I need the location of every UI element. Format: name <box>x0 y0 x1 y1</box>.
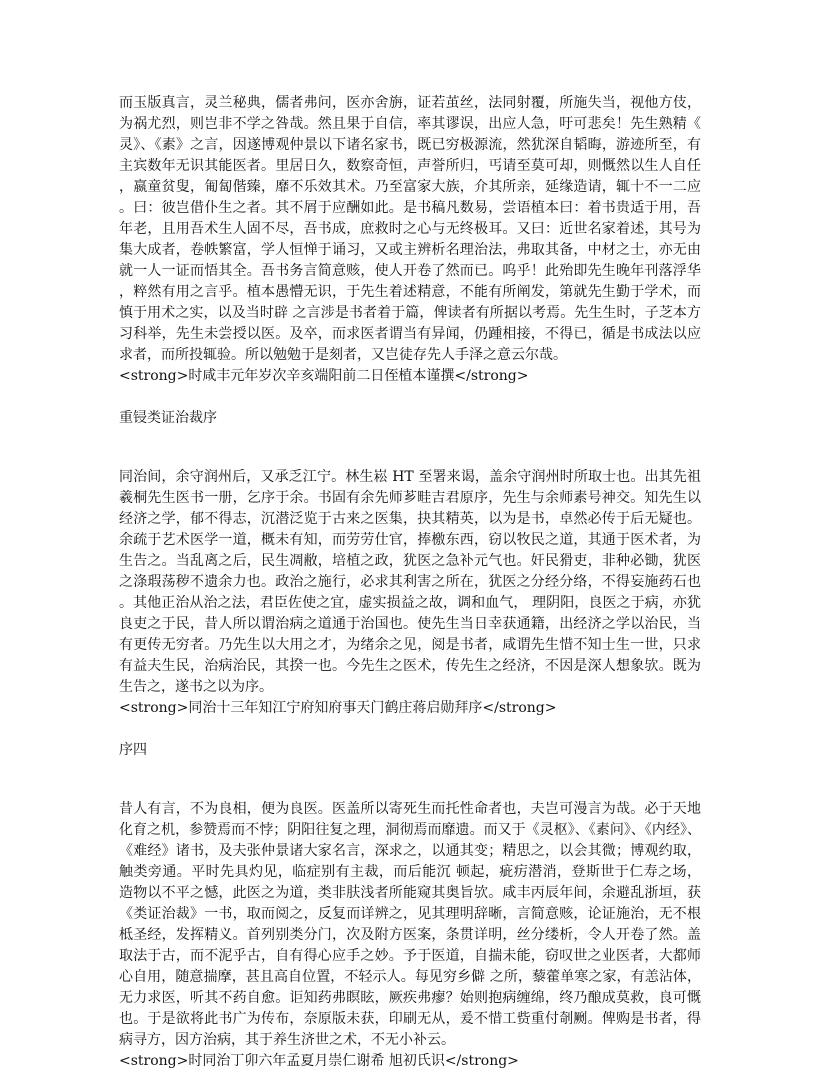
spacer <box>119 387 701 408</box>
preface-three-body: 而玉版真言，灵兰秘典，儒者弗问，医亦舍旃，证若茧丝，法同射覆，所施失当，视他方伎，为祸尤烈，则岂非不学之咎哉。然且果于自信，率其谬误，出应人急，吁可悲矣！先生熟精《灵》、《素》之言，因遂博观仲景以下诸名家书，既已穷极源流，然犹深自韬晦，游迹所至，有主宾数年无识其能医者。里居日久，数察奇恒，声誉所归，丐请至莫可却，则慨然以生人自任，嬴童贫叟，匍匐偕臻，靡不乐效其术。乃至富家大族，介其所亲，延缘造请，辄十不一二应。曰：彼岂借仆生之者。其不屑于应酬如此。是书稿凡数易，尝语植本曰：着书贵适于用，吾年老，且用吾术生人固不尽，吾书成，庶救时之心与无终极耳。又曰：近世名家着述，其号为集大成者，卷帙繁富，学人恒惮于诵习，又或主辨析名理治法，弗取其备，中材之士，亦无由就一人一证而悟其全。吾书务言简意赅，使人开卷了然而已。呜乎！此殆即先生晚年刊落浮华，粹然有用之言乎。植本愚懵无识，于先生着述精意，不能有所阐发，第就先生勤于学术，而慎于用术之实，以及当时辟 之言涉是书者着于篇，俾读者有所据以考焉。先生生时，子芝本方习科举，先生未尝授以医。及卒，而求医者谓当有异闻，仍踵相接，不得已，循是书成法以应求者，而所投辄验。所以勉勉于是刻者，又岂徒存先人手泽之意云尔哉。 <box>119 95 701 363</box>
reprint-preface-body: 同治间，余守润州后，又承乏江宁。林生崧 HT 至署来谒，盖余守润州时所取士也。出其先祖羲桐先生医书一册，乞序于余。书固有余先师芗畦吉君原序，先生与余师素号神交。知先生以经济之学，郁不得志，沉潜泛览于古来之医集，抉其精英，以为是书，卓然必传于后无疑也。余疏于艺术医学一道，概未有知，而劳劳仕官，捧檄东西，窃以牧民之道，其通于医术者，为生告之。当乱离之后，民生凋敝，培植之政，犹医之急补元气也。奸民猾吏，非种必锄，犹医之涤瑕荡秽不遗余力也。政治之施行，必求其利害之所在，犹医之分经分络，不得妄施药石也。其他正治从治之法，君臣佐使之宜，虚实损益之故，调和血气， 理阴阳，良医之于病，亦犹良吏之于民，昔人所以谓治病之道通于治国也。使先生当日幸获通籍，出经济之学以治民，当有更传无穷者。乃先生以大用之才，为绪余之见，阅是书者，咸谓先生惜不知士生一世，只求有益夫生民，治病治民，其揆一也。今先生之医术，传先生之经济，不因是深人想象欤。既为生告之，遂书之以为序。 <box>119 469 701 695</box>
preface-three-signature: <strong>时咸丰元年岁次辛亥端阳前二日侄植本谨撰</strong> <box>119 368 529 384</box>
spacer <box>119 429 701 467</box>
section-heading-preface-four: 序四 <box>119 742 147 758</box>
preface-four-body: 昔人有言，不为良相，便为良医。医盖所以寄死生而托性命者也，夫岂可漫言为哉。必于天地化育之机，参赞焉而不悖；阴阳往复之理，洞彻焉而靡遗。而又于《灵枢》、《素问》、《内经》、《难经》诸书，及夫张仲景诸大家名言，深求之，以通其变；精思之，以会其微；博观约取，触类旁通。平时先具灼见，临症别有主裁，而后能沉 顿起，疵疠潜消，登斯世于仁寿之场， 造物以不平之憾，此医之为道，类非肤浅者所能窥其奥旨欤。咸丰丙辰年间，余避乱浙垣，获《类证治裁》一书，取而阅之，反复而详辨之，见其理明辞晰，言简意赅，论证施治，无不根柢圣经，发挥精义。首列别类分门，次及附方医案，条贯详明，丝分缕析，令人开卷了然。盖取法于古，而不泥乎古，自有得心应手之妙。予于医道，自揣未能，窃叹世之业医者，大都师心自用，随意揣摩，甚且高自位置，不轻示人。每见穷乡僻 之所，藜藿单寒之家，有恙沾体，无力求医，听其不药自愈。讵知药弗瞑眩，厥疾弗瘳？始则抱病缠绵，终乃酿成莫救，良可慨也。于是欲将此书广为传布，奈原版未获，印刷无从，爰不惜工赀重付剞劂。俾购是书者，得病寻方，因方治病，其于养生济世之术，不无小补云。 <box>119 801 701 1048</box>
spacer <box>119 719 701 740</box>
spacer <box>119 761 701 799</box>
preface-four-signature: <strong>时同治丁卯六年孟夏月崇仁谢希 旭初氏识</strong> <box>119 1053 519 1069</box>
reprint-preface-signature: <strong>同治十三年知江宁府知府事天门鹤庄蒋启勋拜序</strong> <box>119 700 557 716</box>
document-page <box>119 93 701 1072</box>
section-heading-reprint-preface: 重锓类证治裁序 <box>119 410 217 426</box>
